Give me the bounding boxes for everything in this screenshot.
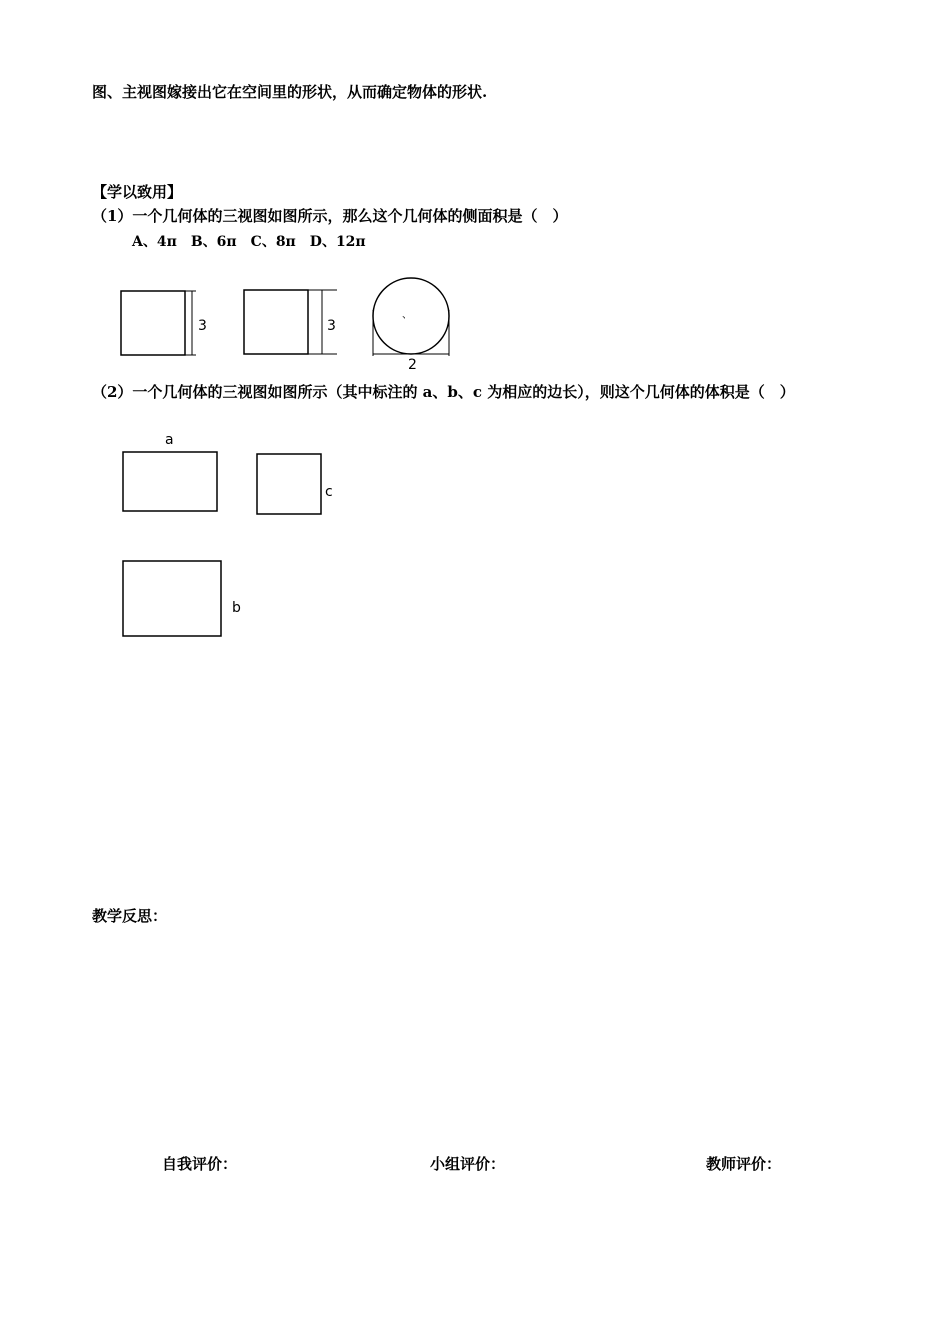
question-1-text: （1）一个几何体的三视图如图所示，那么这个几何体的侧面积是（ ） [92,207,568,225]
group-evaluation-label: 小组评价： [430,1155,506,1173]
question-2-figure [110,426,360,644]
side-view-height-label: 3 [327,318,336,334]
side-view [244,290,337,354]
front-view-rectangle-a [123,432,217,511]
label-b: b [232,600,241,616]
teacher-evaluation-label: 教师评价： [706,1155,782,1173]
front-view [121,291,207,355]
question-1-options: A、4π B、6π C、8π D、12π [132,234,366,250]
front-view-height-label: 3 [198,318,207,334]
reflection-label: 教学反思： [92,907,168,925]
section-heading: 【学以致用】 [92,183,183,201]
intro-line: 图、主视图嫁接出它在空间里的形状，从而确定物体的形状. [92,83,488,101]
label-a: a [165,432,174,448]
top-view-rectangle-b [123,561,241,636]
self-evaluation-label: 自我评价： [162,1155,238,1173]
top-view-diameter-label: 2 [408,357,417,373]
side-view-rectangle-c [257,454,333,514]
question-2-text: （2）一个几何体的三视图如图所示（其中标注的 a、b、c 为相应的边长），则这个几何体的体积是（ ） [92,383,795,401]
center-mark: 、 [402,310,412,321]
top-view [373,278,449,373]
question-1-figure [110,272,470,377]
label-c: c [325,484,333,500]
